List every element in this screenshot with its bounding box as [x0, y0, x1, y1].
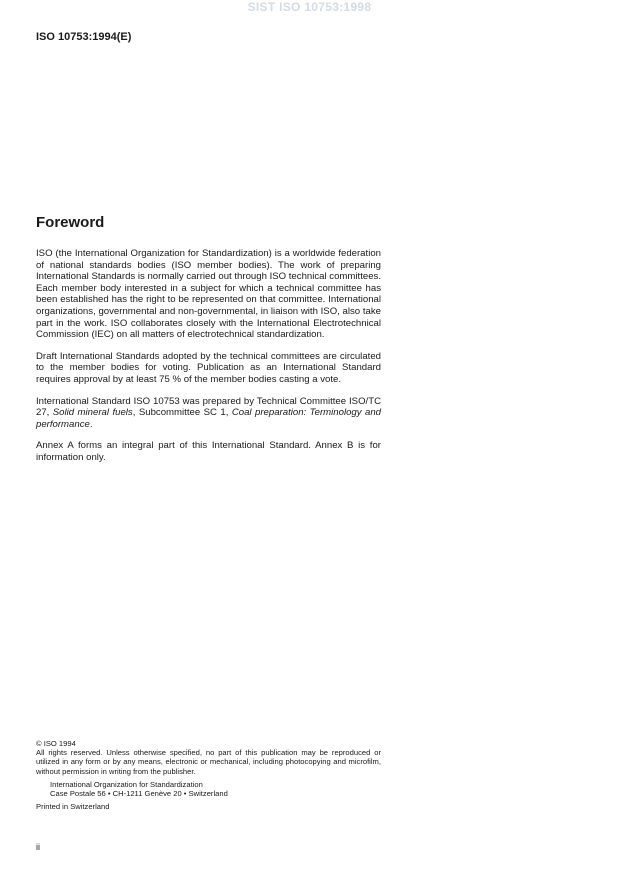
- publisher-postal: Case Postale 56 • CH-1211 Genève 20 • Switzerland: [50, 789, 228, 799]
- copyright-block: [36, 739, 381, 811]
- subcommittee-name: Coal preparation: Terminology and performance: [36, 407, 381, 430]
- rights-statement: All rights reserved. Unless otherwise specified, no part of this publication may be reproduced or utilized in any form or by any means, electronic or mechanical, including photocopying and microfilm, without permission in writing from the publisher.: [36, 748, 381, 776]
- publisher-address: [50, 780, 381, 798]
- foreword-heading: Foreword: [36, 214, 105, 231]
- foreword-paragraph-3: [36, 396, 381, 431]
- publisher-name: International Organization for Standardization: [50, 779, 203, 789]
- foreword-paragraph-2: Draft International Standards adopted by the technical committees are circulated to the member bodies for voting. Publication as an International Standard requires approval by at least 75 % of the member bodies casting a vote.: [36, 350, 381, 385]
- foreword-paragraph-4: Annex A forms an integral part of this International Standard. Annex B is for information only.: [36, 440, 381, 463]
- foreword-body: [36, 248, 381, 474]
- foreword-paragraph-1: ISO (the International Organization for Standardization) is a worldwide federation of national standards bodies (ISO member bodies). The work of preparing International Standards is normally carried out through ISO technical committees. Each member body interested in a subject for which a technical committee has been established has the right to be represented on that committee. International organizations, governmental and non-governmental, in liaison with ISO, also take part in the work. ISO collaborates closely with the International Electrotechnical Commission (IEC) on all matters of electrotechnical standardization.: [36, 248, 382, 341]
- printed-in: Printed in Switzerland: [36, 802, 110, 812]
- committee-name: Solid mineral fuels: [52, 407, 133, 419]
- copyright-line: © ISO 1994: [36, 739, 76, 748]
- page-number: ii: [36, 842, 40, 852]
- document-id: ISO 10753:1994(E): [36, 31, 132, 43]
- para3-text-pre: International Standard ISO 10753 was prepared by Technical Committee ISO/TC 27,: [36, 395, 381, 419]
- watermark: SIST ISO 10753:1998: [247, 0, 372, 14]
- para3-text-mid: , Subcommittee SC 1,: [132, 407, 232, 419]
- para3-text-post: .: [89, 418, 93, 430]
